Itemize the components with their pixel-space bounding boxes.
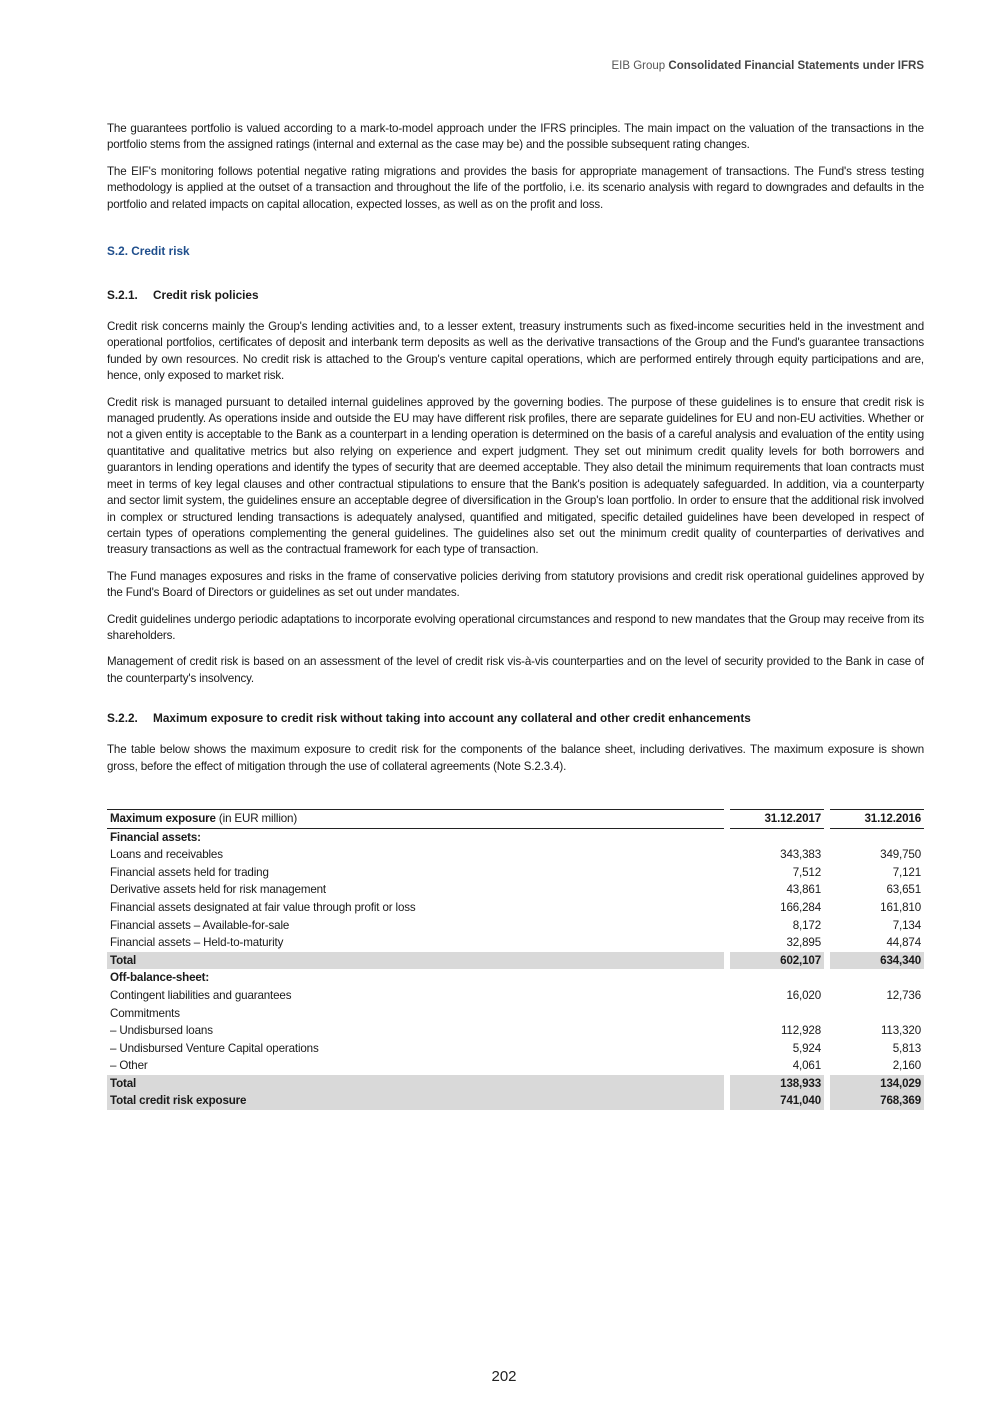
table-row xyxy=(107,987,924,1005)
header-org: EIB Group xyxy=(611,60,666,72)
row-value-2017: 16,020 xyxy=(786,988,821,1002)
table-header-row xyxy=(107,809,924,828)
row-value-2016: 161,810 xyxy=(880,900,921,914)
row-value-2017: 5,924 xyxy=(792,1041,821,1055)
page-number: 202 xyxy=(491,1368,517,1385)
table-total-row xyxy=(107,1075,924,1093)
row-value-2016: 63,651 xyxy=(886,883,921,897)
row-label: Total xyxy=(107,1075,724,1093)
header-label xyxy=(107,809,724,828)
table-row xyxy=(107,899,924,917)
row-label: – Undisbursed Venture Capital operations xyxy=(110,1041,319,1055)
row-value-2017: 112,928 xyxy=(781,1024,821,1038)
header-col-2016: 31.12.2016 xyxy=(830,809,924,828)
header-label-unit: (in EUR million) xyxy=(215,811,298,825)
table-row xyxy=(107,1005,924,1023)
row-value-2016 xyxy=(830,969,924,987)
row-value-2016: 768,369 xyxy=(830,1092,924,1110)
row-label: Total xyxy=(107,952,724,970)
intro-paragraph: The guarantees portfolio is valued according to a mark-to-model approach under the IFRS principles. The main impact on the valuation of the transactions in the portfolio stems from the assigned ratings (internal and external as the case may be) and the possible subsequent rating changes. xyxy=(107,122,924,152)
row-value-2017: 32,895 xyxy=(786,936,821,950)
page-content xyxy=(107,121,924,1110)
row-label: Financial assets – Held-to-maturity xyxy=(110,936,284,950)
table-group-row xyxy=(107,969,924,987)
row-value-2017: 602,107 xyxy=(730,952,824,970)
section-title: S.2. Credit risk xyxy=(107,244,190,259)
subsection-title-maximum-exposure xyxy=(107,711,924,725)
row-value-2016: 2,160 xyxy=(892,1059,921,1073)
table-total-row xyxy=(107,1092,924,1110)
table-row xyxy=(107,1040,924,1058)
row-value-2016: 5,813 xyxy=(892,1041,921,1055)
row-label: Contingent liabilities and guarantees xyxy=(110,988,292,1002)
body-paragraph: Credit guidelines undergo periodic adaptations to incorporate evolving operational circumstances and respond to new mandates that the Group may receive from its shareholders. xyxy=(107,612,924,642)
body-paragraph: Credit risk is managed pursuant to detailed internal guidelines approved by the governing bodies. The purpose of these guidelines is to ensure that credit risk is managed prudently. As operations inside and outside the EU may have different risk profiles, there are separate guidelines for EU and non-EU activities. Whether or not a given entity is acceptable to the Bank as a counterpart in a lending operation is determined on the basis of a careful analysis and evaluation of the entity using quantitative and qualitative metrics but also relying on experience and expert judgment. They set out minimum credit quality levels for both borrowers and guarantors in lending operations and identify the types of security that are deemed acceptable. They also detail the minimum requirements that loan contracts must meet in terms of key legal clauses and other contractual stipulations to ensure that the Bank's position is adequately safeguarded. In addition, via a counterparty and sector limit system, the guidelines ensure an acceptable degree of diversification in the Group's loan portfolio. In order to ensure that the additional risk involved in complex or structured lending transactions is adequately analysed, quantified and mitigated, specific detailed guidelines have been developed in respect of certain types of operations complementing the general guidelines. The guidelines also set out the minimum credit quality of counterparties of derivatives and treasury transactions as well as the contractual framework for each type of transaction. xyxy=(107,395,924,557)
body-paragraph: Credit risk concerns mainly the Group's lending activities and, to a lesser extent, treasury instruments such as fixed-income securities held in the investment and operational portfolios, certificates of deposit and interbank term deposits as well as the derivative transactions of the Group and the Fund's guarantee transactions funded by own resources. No credit risk is attached to the Group's venture capital operations, which are performed entirely through equity participations and are, hence, only exposed to market risk. xyxy=(107,320,924,383)
row-value-2016: 113,320 xyxy=(881,1024,921,1038)
table-row xyxy=(107,934,924,952)
row-label: Financial assets designated at fair value through profit or loss xyxy=(110,900,416,914)
row-value-2016: 12,736 xyxy=(886,988,921,1002)
row-value-2017: 741,040 xyxy=(730,1092,824,1110)
row-label: Total credit risk exposure xyxy=(107,1092,724,1110)
row-value-2017: 8,172 xyxy=(792,918,821,932)
row-value-2017 xyxy=(730,969,824,987)
row-label: Financial assets – Available-for-sale xyxy=(110,918,290,932)
row-value-2017: 138,933 xyxy=(730,1075,824,1093)
body-paragraph: Management of credit risk is based on an assessment of the level of credit risk vis-à-vis counterparties and on the level of security provided to the Bank in case of the counterparty's insolvency. xyxy=(107,655,924,685)
subsection-title-text: Credit risk policies xyxy=(153,288,259,303)
row-label: Financial assets: xyxy=(110,830,201,844)
table-total-row xyxy=(107,952,924,970)
row-label: Loans and receivables xyxy=(110,848,223,862)
row-value-2016: 7,121 xyxy=(892,865,921,879)
intro-paragraph: The EIF's monitoring follows potential negative rating migrations and provides the basis for appropriate management of transactions. The Fund's stress testing methodology is applied at the outset of a transaction and throughout the life of the portfolio, i.e. its scenario analysis with regard to downgrades and defaults in the portfolio and related impacts on capital allocation, expected losses, as well as on the profit and loss. xyxy=(107,164,924,211)
table-row xyxy=(107,1022,924,1040)
row-value-2017: 343,383 xyxy=(780,848,821,862)
row-value-2017 xyxy=(730,1005,824,1023)
body-paragraph: The Fund manages exposures and risks in the frame of conservative policies deriving from statutory provisions and credit risk operational guidelines approved by the Fund's Board of Directors or guidelines as set out under mandates. xyxy=(107,569,924,600)
row-value-2016: 634,340 xyxy=(830,952,924,970)
row-value-2017: 7,512 xyxy=(792,865,821,879)
row-value-2016: 7,134 xyxy=(892,918,921,932)
row-label: Off-balance-sheet: xyxy=(110,971,210,985)
table-group-row xyxy=(107,828,924,846)
table-row xyxy=(107,881,924,899)
table-row xyxy=(107,917,924,935)
row-value-2017: 4,061 xyxy=(792,1059,821,1073)
header-label-bold: Maximum exposure xyxy=(110,811,216,825)
maximum-exposure-table xyxy=(107,809,924,1110)
row-label: – Undisbursed loans xyxy=(110,1024,213,1038)
page-header xyxy=(611,60,924,72)
header-title: Consolidated Financial Statements under IFRS xyxy=(668,60,924,72)
row-label: – Other xyxy=(110,1059,148,1073)
table-row xyxy=(107,864,924,882)
row-value-2017 xyxy=(730,828,824,846)
subsection-title-text: Maximum exposure to credit risk without taking into account any collateral and other credit enhancements xyxy=(153,711,751,726)
row-value-2017: 43,861 xyxy=(786,883,821,897)
row-label: Financial assets held for trading xyxy=(110,865,269,879)
subsection-number: S.2.2. xyxy=(107,711,138,726)
row-label: Commitments xyxy=(110,1006,180,1020)
subsection-title-credit-risk-policies xyxy=(107,288,924,302)
table-row xyxy=(107,846,924,864)
header-col-2017: 31.12.2017 xyxy=(730,809,824,828)
row-value-2016 xyxy=(830,1005,924,1023)
row-value-2016: 44,874 xyxy=(886,936,921,950)
row-value-2016: 349,750 xyxy=(880,848,921,862)
row-value-2016 xyxy=(830,828,924,846)
body-paragraph: The table below shows the maximum exposure to credit risk for the components of the balance sheet, including derivatives. The maximum exposure is shown gross, before the effect of mitigation through the use of collateral agreements (Note S.2.3.4). xyxy=(107,743,924,773)
subsection-number: S.2.1. xyxy=(107,288,138,303)
row-value-2017: 166,284 xyxy=(780,900,821,914)
row-value-2016: 134,029 xyxy=(830,1075,924,1093)
row-label: Derivative assets held for risk management xyxy=(110,883,327,897)
table-row xyxy=(107,1057,924,1075)
